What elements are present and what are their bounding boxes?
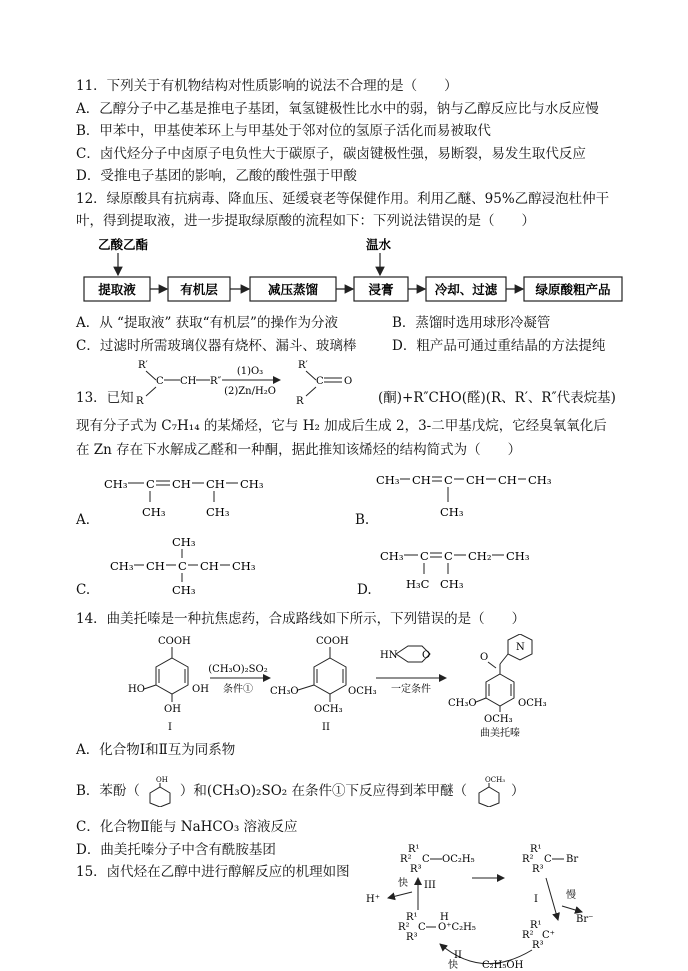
svg-text:R′: R′: [298, 360, 308, 371]
svg-text:R¹: R¹: [406, 912, 418, 923]
svg-text:C: C: [544, 854, 552, 865]
phenol-structure-icon: [142, 775, 178, 807]
svg-text:R²: R²: [400, 854, 412, 865]
q14-option-a: A．化合物Ⅰ和Ⅱ互为同系物: [76, 742, 236, 758]
q15-stem: 15．卤代烃在乙醇中进行醇解反应的机理如图: [76, 864, 350, 880]
svg-text:OH: OH: [164, 704, 181, 715]
flow-step-extract-paste-label: 浸膏: [368, 282, 394, 297]
q14-option-b-prefix: B．苯酚（: [76, 783, 140, 799]
svg-text:C: C: [422, 854, 430, 865]
flow-input-ethyl-acetate: 乙酸乙酯: [98, 237, 149, 252]
svg-text:R²: R²: [398, 922, 410, 933]
svg-text:R³: R³: [532, 864, 544, 875]
q15-fast-label-2: 快: [448, 960, 458, 970]
svg-text:CH: CH: [412, 473, 431, 487]
svg-text:CH₃O: CH₃O: [448, 698, 477, 709]
svg-text:OH: OH: [155, 776, 168, 784]
q13-structure-c: [110, 534, 280, 596]
q14-synthesis-scheme: [118, 634, 588, 738]
q13-condition-1: (1)O₃: [236, 366, 264, 377]
q11-option-a: A．乙醇分子中乙基是推电子基团，氧氢键极性比水中的弱，钠与乙醇反应比与水反应慢: [76, 101, 599, 117]
svg-text:CH₃: CH₃: [528, 473, 552, 487]
q14-option-c: C．化合物Ⅱ能与 NaHCO₃ 溶液反应: [76, 819, 298, 835]
svg-text:COOH: COOH: [158, 636, 191, 647]
svg-text:CH₃: CH₃: [206, 505, 230, 519]
svg-text:CH₃: CH₃: [440, 577, 464, 591]
q13-line3: 在 Zn 存在下水解成乙醛和一种酮，据此推知该烯烃的结构简式为（ ）: [76, 442, 522, 458]
svg-text:CH: CH: [200, 559, 219, 573]
svg-text:CH₃: CH₃: [172, 583, 196, 596]
q13-structure-a: [104, 472, 274, 520]
q13-label-c: C.: [76, 582, 91, 598]
svg-text:R¹: R¹: [408, 844, 420, 855]
svg-text:R²: R²: [522, 854, 534, 865]
svg-text:O⁺C₂H₅: O⁺C₂H₅: [438, 922, 476, 933]
q14-stem: 14．曲美托嗪是一种抗焦虑药，合成路线如下所示，下列错误的是（ ）: [76, 611, 526, 627]
q11-stem: 11．下列关于有机物结构对性质影响的说法不合理的是（ ）: [76, 78, 458, 94]
trimetozine-structure: [448, 634, 547, 738]
svg-text:OH: OH: [192, 684, 209, 695]
svg-text:OC₂H₅: OC₂H₅: [442, 854, 475, 865]
trimetozine-label: 曲美托嗪: [480, 728, 520, 738]
svg-text:C: C: [420, 549, 429, 563]
q14-condition-1: 条件①: [223, 684, 253, 695]
svg-text:OCH₃: OCH₃: [484, 714, 513, 725]
q11-option-d: D．受推电子基团的影响，乙酸的酸性强于甲酸: [76, 168, 357, 184]
svg-text:CH₃: CH₃: [142, 505, 166, 519]
q13-structure-b: [376, 466, 556, 520]
anisole-structure-icon: [469, 775, 509, 807]
q11-option-b: B．甲苯中，甲基使苯环上与甲基处于邻对位的氢原子活化而易被取代: [76, 123, 491, 139]
q15-proton: H⁺: [366, 894, 380, 905]
svg-text:R: R: [136, 396, 144, 407]
svg-text:CH₃: CH₃: [240, 477, 264, 491]
svg-text:H₃C: H₃C: [406, 577, 430, 591]
flow-step-cool-filter-label: 冷却、过滤: [434, 282, 498, 297]
svg-text:R″: R″: [210, 376, 222, 387]
svg-text:CH: CH: [498, 473, 517, 487]
q12-option-c: C．过滤时所需玻璃仪器有烧杯、漏斗、玻璃棒: [76, 338, 357, 354]
svg-text:C: C: [444, 473, 453, 487]
q15-step-1: I: [534, 894, 538, 905]
q12-option-b: B．蒸馏时选用球形冷凝管: [392, 315, 551, 331]
q13-ozonolysis-scheme: [130, 358, 370, 410]
svg-text:HO: HO: [128, 684, 145, 695]
svg-text:C: C: [444, 549, 453, 563]
q14-option-b-middle: ）和(CH₃O)₂SO₂ 在条件①下反应得到苯甲醚（: [179, 783, 467, 799]
q15-fast-label-1: 快: [398, 878, 408, 889]
svg-text:CH₃: CH₃: [440, 505, 464, 519]
flow-input-warm-water: 温水: [366, 237, 392, 252]
svg-text:OCH₃: OCH₃: [348, 686, 377, 697]
svg-text:C: C: [418, 922, 426, 933]
compound-ii-label: II: [322, 722, 330, 733]
q12-stem-line2: 叶，得到提取液，进一步提取绿原酸的流程如下：下列说法错误的是（ ）: [76, 213, 535, 229]
svg-text:R¹: R¹: [530, 844, 542, 855]
svg-text:CH₃: CH₃: [104, 477, 128, 491]
svg-text:O: O: [422, 650, 431, 661]
compound-ii-structure: [270, 636, 377, 733]
flow-step-extract-label: 提取液: [98, 282, 136, 297]
svg-text:OCH₃: OCH₃: [518, 698, 547, 709]
svg-text:CH₃: CH₃: [110, 559, 134, 573]
q14-reagent-1: (CH₃O)₂SO₂: [208, 664, 268, 675]
q13-condition-2: (2)Zn/H₂O: [224, 386, 276, 397]
svg-text:R¹: R¹: [530, 920, 542, 931]
svg-text:CH: CH: [206, 477, 225, 491]
svg-text:C: C: [178, 559, 187, 573]
svg-text:CH₂: CH₂: [468, 549, 492, 563]
svg-text:R³: R³: [410, 864, 422, 875]
svg-text:R: R: [296, 396, 304, 407]
q15-step-2: II: [454, 950, 462, 961]
q12-option-d: D．粗产品可通过重结晶的方法提纯: [392, 338, 606, 354]
q13-label-a: A．: [76, 512, 100, 528]
svg-text:C⁺: C⁺: [542, 930, 555, 941]
q15-bromide: Br⁻: [576, 914, 594, 925]
morpholine-reagent: [380, 646, 430, 662]
flow-step-organic-layer-label: 有机层: [180, 282, 218, 297]
q13-suffix: (酮)+R″CHO(醛)(R、R′、R″代表烷基): [378, 390, 616, 406]
q14-option-d: D．曲美托嗪分子中含有酰胺基团: [76, 842, 276, 858]
q15-mechanism-diagram: [362, 840, 612, 970]
q12-flow-diagram: [70, 235, 630, 307]
svg-text:R′: R′: [138, 360, 148, 371]
flow-step-vacuum-distillation-label: 减压蒸馏: [267, 282, 319, 297]
svg-text:CH₃O: CH₃O: [270, 686, 299, 697]
q15-step-3: III: [424, 880, 436, 891]
svg-text:O: O: [344, 376, 353, 387]
svg-text:H: H: [440, 912, 449, 923]
svg-text:HN: HN: [380, 650, 398, 661]
q15-ethanol: C₂H₅OH: [482, 960, 524, 970]
q14-condition-2: 一定条件: [391, 684, 431, 695]
svg-text:COOH: COOH: [316, 636, 349, 647]
flow-step-crude-product-label: 绿原酸粗产品: [535, 282, 611, 297]
q13-label-b: B.: [355, 512, 370, 528]
compound-i-structure: [128, 636, 209, 733]
svg-text:R³: R³: [532, 940, 544, 951]
svg-text:OCH₃: OCH₃: [484, 776, 505, 784]
svg-text:R³: R³: [406, 932, 418, 943]
svg-text:CH: CH: [146, 559, 165, 573]
svg-text:C: C: [316, 376, 324, 387]
svg-text:CH: CH: [180, 376, 197, 387]
svg-text:O: O: [480, 652, 489, 663]
svg-text:R²: R²: [522, 930, 534, 941]
svg-text:CH₃: CH₃: [380, 549, 404, 563]
q12-stem-line1: 12．绿原酸具有抗病毒、降血压、延缓衰老等保健作用。利用乙醚、95%乙醇浸泡杜仲干: [76, 191, 610, 207]
q11-option-c: C．卤代烃分子中卤原子电负性大于碳原子，碳卤键极性强，易断裂，易发生取代反应: [76, 146, 586, 162]
svg-text:C: C: [146, 477, 155, 491]
svg-text:CH: CH: [466, 473, 485, 487]
q14-option-b-suffix: ）: [510, 783, 525, 799]
compound-i-label: I: [168, 722, 172, 733]
svg-text:CH₃: CH₃: [232, 559, 256, 573]
svg-text:N: N: [516, 642, 525, 653]
svg-text:CH₃: CH₃: [376, 473, 400, 487]
q14-option-b: [76, 775, 524, 807]
q13-prefix: 13．已知: [76, 390, 134, 406]
q13-line2: 现有分子式为 C₇H₁₄ 的某烯烃，它与 H₂ 加成后生成 2，3-二甲基戊烷，它经臭氧氧化后: [76, 418, 607, 434]
svg-text:CH: CH: [172, 477, 191, 491]
q13-label-d: D.: [357, 582, 372, 598]
svg-text:C: C: [156, 376, 164, 387]
q12-option-a: A．从 “提取液” 获取“有机层”的操作为分液: [76, 315, 338, 331]
svg-text:CH₃: CH₃: [506, 549, 530, 563]
svg-text:OCH₃: OCH₃: [314, 704, 343, 715]
q15-slow-label: 慢: [566, 890, 576, 901]
svg-text:Br: Br: [566, 854, 579, 865]
svg-text:CH₃: CH₃: [172, 535, 196, 549]
q13-structure-d: [380, 540, 550, 594]
